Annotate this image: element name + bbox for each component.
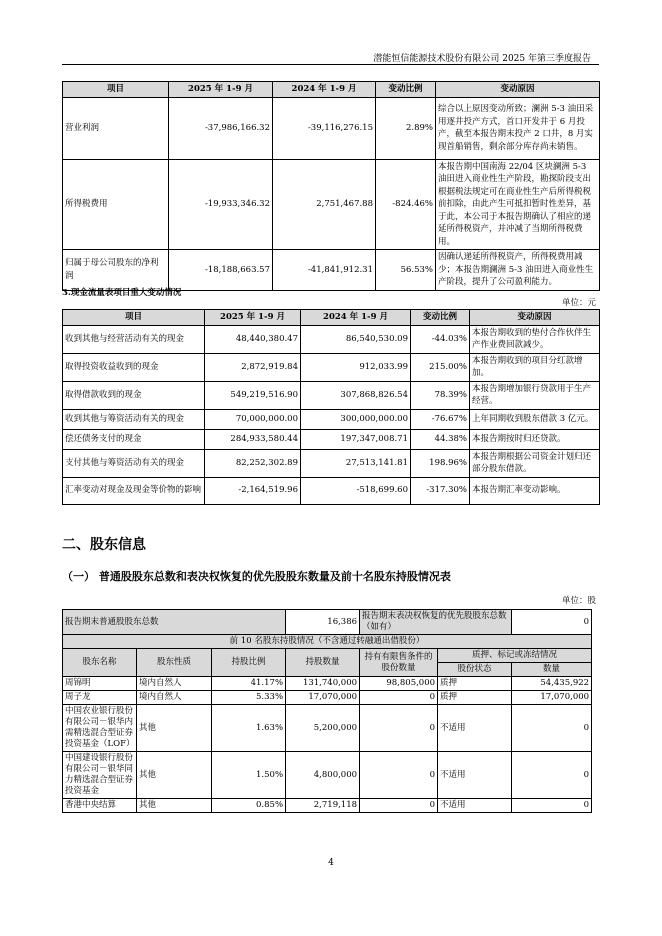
holder-nature-cell: 境内自然人 [137, 677, 212, 691]
top-shareholders-table [62, 609, 592, 813]
value-2024-cell: -41,841,912.31 [273, 250, 376, 291]
value-2025-cell: 284,933,580.44 [205, 429, 301, 449]
column-header: 变动比例 [376, 82, 436, 98]
value-2025-cell: -19,933,346.32 [169, 159, 273, 250]
item-cell: 收到其他与筹资活动有关的现金 [63, 409, 205, 429]
item-cell: 归属于母公司股东的净利润 [63, 250, 169, 291]
share-status-cell: 不适用 [438, 752, 512, 799]
change-ratio-cell: 44.38% [411, 429, 470, 449]
cashflow-change-table [62, 309, 600, 505]
table-header-row [63, 649, 592, 663]
column-header: 变动原因 [436, 82, 600, 98]
reason-cell: 本报告期增加银行贷款用于生产经营。 [470, 381, 600, 409]
value-2024-cell: -39,116,276.15 [273, 97, 376, 159]
restricted-qty-cell: 0 [360, 691, 438, 705]
holding-qty-cell: 5,200,000 [286, 705, 360, 752]
item-cell: 支付其他与筹资活动有关的现金 [63, 449, 205, 477]
holding-ratio-cell: 41.17% [212, 677, 286, 691]
reason-cell: 本报告期按时归还贷款。 [470, 429, 600, 449]
restricted-qty-cell: 0 [360, 705, 438, 752]
holder-nature-cell: 其他 [137, 705, 212, 752]
column-header: 持有有限售条件的股份数量 [360, 649, 438, 677]
column-header: 变动比例 [411, 310, 470, 326]
holder-nature-cell: 其他 [137, 799, 212, 813]
column-header: 2024 年 1-9 月 [301, 310, 411, 326]
table-row [63, 799, 592, 813]
cashflow-section-title: 3.现金流量表项目重大变动情况 [62, 288, 182, 298]
reason-cell: 本报告期收到的垫付合作伙伴生产作业费回款减少。 [470, 325, 600, 353]
table-row [63, 353, 600, 381]
table-row [63, 381, 600, 409]
holder-name-cell: 中国建设银行股份有限公司－银华同力精选混合型证券投资基金 [63, 752, 137, 799]
table-row [63, 409, 600, 429]
holder-name-cell: 周锦明 [63, 677, 137, 691]
restricted-qty-cell: 0 [360, 752, 438, 799]
column-header: 变动原因 [470, 310, 600, 326]
value-2024-cell: 300,000,000.00 [301, 409, 411, 429]
shareholder-section-title: 二、股东信息 [62, 537, 146, 553]
reason-cell: 综合以上原因变动所致；澜洲 5-3 油田采用逐井投产方式，首口开发井于 6 月投产，截至本报告期末投产 2 口井，8 月实现首船销售，剩余部分库存尚未销售。 [436, 97, 600, 159]
holding-ratio-cell: 1.63% [212, 705, 286, 752]
shareholder-unit-label: 单位：股 [561, 596, 596, 606]
value-2024-cell: 27,513,141.81 [301, 449, 411, 477]
column-header: 股份状态 [438, 663, 512, 677]
pledge-qty-cell: 0 [512, 705, 592, 752]
column-header: 持股数量 [286, 649, 360, 677]
pledge-qty-cell: 0 [512, 799, 592, 813]
table-row [63, 635, 592, 649]
share-status-cell: 不适用 [438, 705, 512, 752]
item-cell: 所得税费用 [63, 159, 169, 250]
holding-ratio-cell: 0.85% [212, 799, 286, 813]
holder-name-cell: 中国农业银行股份有限公司－银华内需精选混合型证券投资基金（LOF） [63, 705, 137, 752]
pledge-qty-cell: 54,435,922 [512, 677, 592, 691]
value-2025-cell: 82,252,302.89 [205, 449, 301, 477]
item-cell: 收到其他与经营活动有关的现金 [63, 325, 205, 353]
value-2025-cell: 70,000,000.00 [205, 409, 301, 429]
value-2024-cell: 307,868,826.54 [301, 381, 411, 409]
column-header: 项目 [63, 310, 205, 326]
change-ratio-cell: -824.46% [376, 159, 436, 250]
column-header: 质押、标记或冻结情况 [438, 649, 592, 663]
column-header: 数量 [512, 663, 592, 677]
table-row [63, 449, 600, 477]
table-row [63, 610, 592, 635]
value-2024-cell: 912,033.99 [301, 353, 411, 381]
reason-cell: 本报告期中国南海 22/04 区块澜洲 5-3 油田进入商业性生产阶段，勘探阶段支出根据税法规定可在商业性生产后所得税税前扣除，由此产生可抵扣暂时性差异，基于此，本公司于本报告期确认了相应的递延所得税资产，并冲减了当期所得税费用。 [436, 159, 600, 250]
value-2024-cell: 197,347,008.71 [301, 429, 411, 449]
table-row [63, 429, 600, 449]
share-status-cell: 质押 [438, 691, 512, 705]
holder-name-cell: 周子龙 [63, 691, 137, 705]
column-header: 2025 年 1-9 月 [205, 310, 301, 326]
column-header: 项目 [63, 82, 169, 98]
item-cell: 偿还债务支付的现金 [63, 429, 205, 449]
pledge-qty-cell: 17,070,000 [512, 691, 592, 705]
table-header-row [63, 310, 600, 326]
holder-nature-cell: 境内自然人 [137, 691, 212, 705]
holding-qty-cell: 4,800,000 [286, 752, 360, 799]
share-status-cell: 质押 [438, 677, 512, 691]
holding-ratio-cell: 1.50% [212, 752, 286, 799]
shareholder-subsection-title: （一） 普通股股东总数和表决权恢复的优先股股东数量及前十名股东持股情况表 [62, 570, 451, 583]
reason-cell: 本报告期汇率变动影响。 [470, 477, 600, 504]
preferred-holders-value: 0 [512, 610, 592, 635]
table-row [63, 691, 592, 705]
profit-change-table [62, 81, 600, 291]
item-cell: 营业利润 [63, 97, 169, 159]
holding-ratio-cell: 5.33% [212, 691, 286, 705]
change-ratio-cell: 56.53% [376, 250, 436, 291]
item-cell: 取得借款收到的现金 [63, 381, 205, 409]
value-2025-cell: 2,872,919.84 [205, 353, 301, 381]
item-cell: 取得投资收益收到的现金 [63, 353, 205, 381]
cashflow-unit-label: 单位：元 [561, 298, 596, 308]
table-row [63, 677, 592, 691]
item-cell: 汇率变动对现金及现金等价物的影响 [63, 477, 205, 504]
value-2024-cell: 2,751,467.88 [273, 159, 376, 250]
top10-section-label: 前 10 名股东持股情况（不含通过转融通出借股份） [63, 635, 592, 649]
value-2025-cell: -18,188,663.57 [169, 250, 273, 291]
share-status-cell: 不适用 [438, 799, 512, 813]
reason-cell: 上年同期收到股东借款 3 亿元。 [470, 409, 600, 429]
holding-qty-cell: 17,070,000 [286, 691, 360, 705]
table-row [63, 325, 600, 353]
table-header-row [63, 82, 600, 98]
report-header-title: 潜能恒信能源技术股份有限公司 2025 年第三季度报告 [373, 54, 591, 64]
table-row [63, 250, 600, 291]
change-ratio-cell: -44.03% [411, 325, 470, 353]
change-ratio-cell: 78.39% [411, 381, 470, 409]
total-holders-label: 报告期末普通股股东总数 [63, 610, 286, 635]
holding-qty-cell: 2,719,118 [286, 799, 360, 813]
value-2025-cell: -2,164,519.96 [205, 477, 301, 504]
table-row [63, 705, 592, 752]
pledge-qty-cell: 0 [512, 752, 592, 799]
table-row [63, 477, 600, 504]
change-ratio-cell: 2.89% [376, 97, 436, 159]
value-2024-cell: 86,540,530.09 [301, 325, 411, 353]
column-header: 持股比例 [212, 649, 286, 677]
value-2025-cell: 549,219,516.90 [205, 381, 301, 409]
header-divider [62, 64, 599, 65]
table-row [63, 752, 592, 799]
change-ratio-cell: -317.30% [411, 477, 470, 504]
value-2025-cell: 48,440,380.47 [205, 325, 301, 353]
change-ratio-cell: 198.96% [411, 449, 470, 477]
holder-name-cell: 香港中央结算 [63, 799, 137, 813]
holding-qty-cell: 131,740,000 [286, 677, 360, 691]
preferred-holders-label: 报告期末表决权恢复的优先股股东总数（如有） [360, 610, 512, 635]
total-holders-value: 16,386 [286, 610, 360, 635]
column-header: 2024 年 1-9 月 [273, 82, 376, 98]
column-header: 股东性质 [137, 649, 212, 677]
column-header: 股东名称 [63, 649, 137, 677]
holder-nature-cell: 其他 [137, 752, 212, 799]
table-row [63, 159, 600, 250]
change-ratio-cell: 215.00% [411, 353, 470, 381]
page-number: 4 [328, 858, 334, 868]
table-row [63, 97, 600, 159]
value-2025-cell: -37,986,166.32 [169, 97, 273, 159]
restricted-qty-cell: 98,805,000 [360, 677, 438, 691]
reason-cell: 本报告期根据公司资金计划归还部分股东借款。 [470, 449, 600, 477]
value-2024-cell: -518,699.60 [301, 477, 411, 504]
column-header: 2025 年 1-9 月 [169, 82, 273, 98]
reason-cell: 本报告期收到的项目分红款增加。 [470, 353, 600, 381]
change-ratio-cell: -76.67% [411, 409, 470, 429]
restricted-qty-cell: 0 [360, 799, 438, 813]
reason-cell: 因确认递延所得税资产，所得税费用减少；本报告期澜洲 5-3 油田进入商业性生产阶段，提升了公司盈利能力。 [436, 250, 600, 291]
